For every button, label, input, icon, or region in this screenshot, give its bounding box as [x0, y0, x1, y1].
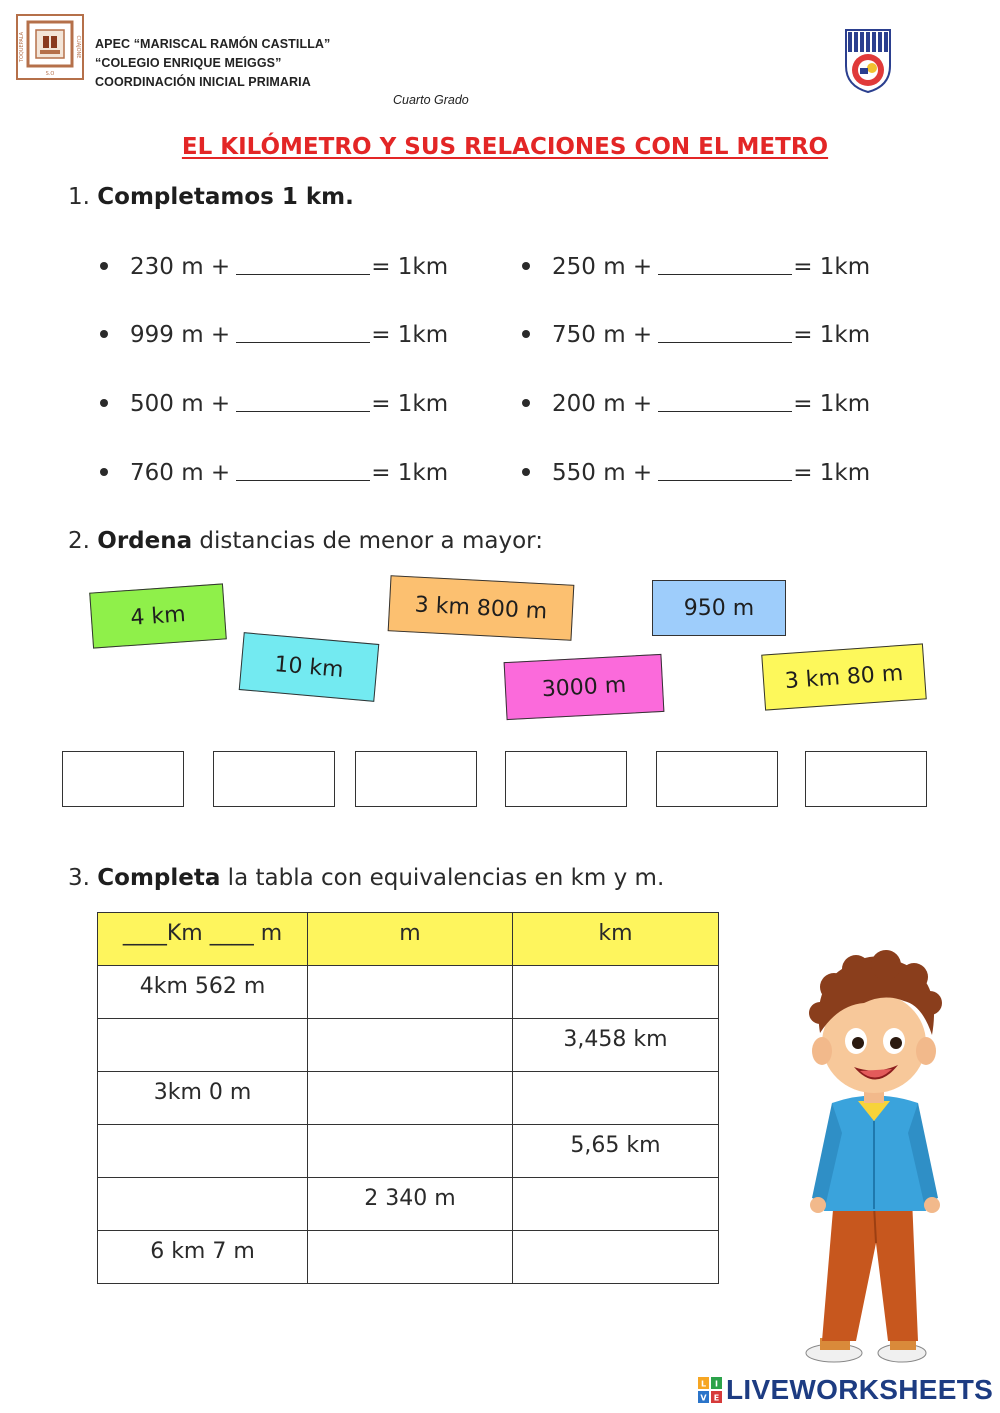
table-cell[interactable] [308, 966, 513, 1019]
answer-blank[interactable] [658, 254, 792, 275]
table-cell[interactable] [98, 1178, 308, 1231]
distance-card[interactable] [652, 580, 786, 636]
logo-bottom-text: S.O [45, 71, 55, 77]
table-cell[interactable] [98, 1125, 308, 1178]
liveworksheets-text: LIVEWORKSHEETS [726, 1374, 994, 1405]
exercise-1-heading [68, 184, 354, 210]
equation-plus: m + [603, 322, 653, 348]
distance-card-label: 950 m [683, 595, 755, 621]
equation-result: = 1km [371, 254, 449, 280]
equation-result: = 1km [793, 322, 871, 348]
table-cell[interactable] [513, 1178, 719, 1231]
table-cell[interactable] [308, 1231, 513, 1284]
badge-letter-l: L [700, 1379, 707, 1389]
equation-plus: m + [603, 460, 653, 486]
equation-plus: m + [603, 254, 653, 280]
answer-blank[interactable] [658, 460, 792, 481]
bullet-icon [522, 399, 530, 407]
equation-value: 230 [130, 254, 174, 280]
table-row [98, 966, 719, 1019]
exercise-3-heading [68, 865, 664, 891]
school-logo-left [16, 14, 84, 80]
equation-value: 200 [552, 391, 596, 417]
table-header-row [98, 913, 719, 966]
table-cell: 6 km 7 m [98, 1231, 308, 1284]
distance-card-label: 10 km [273, 651, 345, 683]
table-cell: 4km 562 m [98, 966, 308, 1019]
distance-card-label: 4 km [129, 601, 187, 631]
boy-illustration [794, 943, 964, 1363]
equation-result: = 1km [371, 460, 449, 486]
equation-result: = 1km [793, 391, 871, 417]
distance-card[interactable] [504, 654, 665, 720]
bullet-icon [522, 330, 530, 338]
liveworksheets-badge-icon [698, 1377, 722, 1403]
equation-value: 250 [552, 254, 596, 280]
answer-blank[interactable] [236, 254, 370, 275]
equation-value: 750 [552, 322, 596, 348]
distance-card[interactable] [89, 583, 227, 648]
bullet-icon [522, 262, 530, 270]
table-row [98, 1072, 719, 1125]
distance-card-label: 3 km 800 m [414, 592, 548, 624]
table-cell[interactable] [308, 1019, 513, 1072]
exercise-3-number: 3. [68, 865, 90, 891]
equation-item [522, 460, 870, 486]
distance-card[interactable] [239, 632, 380, 702]
equation-item [100, 322, 448, 348]
badge-letter-i: I [715, 1379, 718, 1389]
order-drop-slot[interactable] [355, 751, 477, 807]
exercise-2-verb: Ordena [97, 528, 193, 554]
equation-plus: m + [181, 391, 231, 417]
equation-item [522, 254, 870, 280]
table-cell[interactable] [513, 1231, 719, 1284]
liveworksheets-brand [698, 1373, 993, 1407]
exercise-3-verb: Completa [97, 865, 221, 891]
equation-item [100, 254, 448, 280]
badge-letter-v: V [700, 1393, 707, 1403]
header-km-m: ____Km ____ m [98, 913, 308, 966]
header-line-2: “COLEGIO ENRIQUE MEIGGS” [95, 56, 282, 70]
equation-plus: m + [181, 322, 231, 348]
answer-blank[interactable] [658, 322, 792, 343]
equivalence-table [97, 912, 719, 1284]
bullet-icon [100, 262, 108, 270]
equation-result: = 1km [793, 254, 871, 280]
equation-item [522, 322, 870, 348]
exercise-1-title: Completamos 1 km. [97, 184, 354, 210]
equation-result: = 1km [793, 460, 871, 486]
table-cell[interactable] [308, 1072, 513, 1125]
table-row [98, 1178, 719, 1231]
distance-card[interactable] [761, 643, 927, 710]
header-m: m [308, 913, 513, 966]
equation-value: 999 [130, 322, 174, 348]
table-row [98, 1019, 719, 1072]
bullet-icon [100, 330, 108, 338]
equation-item [522, 391, 870, 417]
header-line-3: COORDINACIÓN INICIAL PRIMARIA [95, 75, 311, 89]
answer-blank[interactable] [658, 391, 792, 412]
bullet-icon [100, 468, 108, 476]
order-drop-slot[interactable] [62, 751, 184, 807]
badge-letter-e: E [713, 1393, 720, 1403]
equation-plus: m + [603, 391, 653, 417]
order-drop-slot[interactable] [505, 751, 627, 807]
exercise-2-instruction: distancias de menor a mayor: [192, 528, 543, 554]
table-cell[interactable] [98, 1019, 308, 1072]
distance-card-label: 3000 m [541, 672, 627, 702]
exercise-2-heading [68, 528, 543, 554]
equation-result: = 1km [371, 322, 449, 348]
logo-right-side-text: CUAJONE [75, 35, 81, 59]
equation-result: = 1km [371, 391, 449, 417]
equation-value: 500 [130, 391, 174, 417]
equation-value: 550 [552, 460, 596, 486]
answer-blank[interactable] [236, 460, 370, 481]
answer-blank[interactable] [236, 322, 370, 343]
header-line-1: APEC “MARISCAL RAMÓN CASTILLA” [95, 37, 331, 51]
equation-item [100, 460, 448, 486]
order-drop-slot[interactable] [656, 751, 778, 807]
logo-left-side-text: TOQUEPALA [19, 31, 25, 63]
equation-plus: m + [181, 460, 231, 486]
distance-card[interactable] [388, 575, 575, 641]
grade-label: Cuarto Grado [393, 93, 469, 107]
order-drop-slot[interactable] [213, 751, 335, 807]
exercise-2-number: 2. [68, 528, 90, 554]
table-row [98, 1231, 719, 1284]
exercise-3-instruction: la tabla con equivalencias en km y m. [220, 865, 665, 891]
table-cell[interactable] [513, 966, 719, 1019]
school-shield-logo [842, 26, 894, 94]
table-row [98, 1125, 719, 1178]
answer-blank[interactable] [236, 391, 370, 412]
equation-item [100, 391, 448, 417]
exercise-1-number: 1. [68, 184, 90, 210]
header-km: km [513, 913, 719, 966]
table-cell: 3km 0 m [98, 1072, 308, 1125]
worksheet-title: EL KILÓMETRO Y SUS RELACIONES CON EL METRO [181, 134, 829, 160]
bullet-icon [522, 468, 530, 476]
equation-value: 760 [130, 460, 174, 486]
table-cell: 5,65 km [513, 1125, 719, 1178]
distance-card-label: 3 km 80 m [783, 660, 905, 694]
bullet-icon [100, 399, 108, 407]
table-cell: 2 340 m [308, 1178, 513, 1231]
equation-plus: m + [181, 254, 231, 280]
table-cell: 3,458 km [513, 1019, 719, 1072]
table-cell[interactable] [513, 1072, 719, 1125]
order-drop-slot[interactable] [805, 751, 927, 807]
table-cell[interactable] [308, 1125, 513, 1178]
